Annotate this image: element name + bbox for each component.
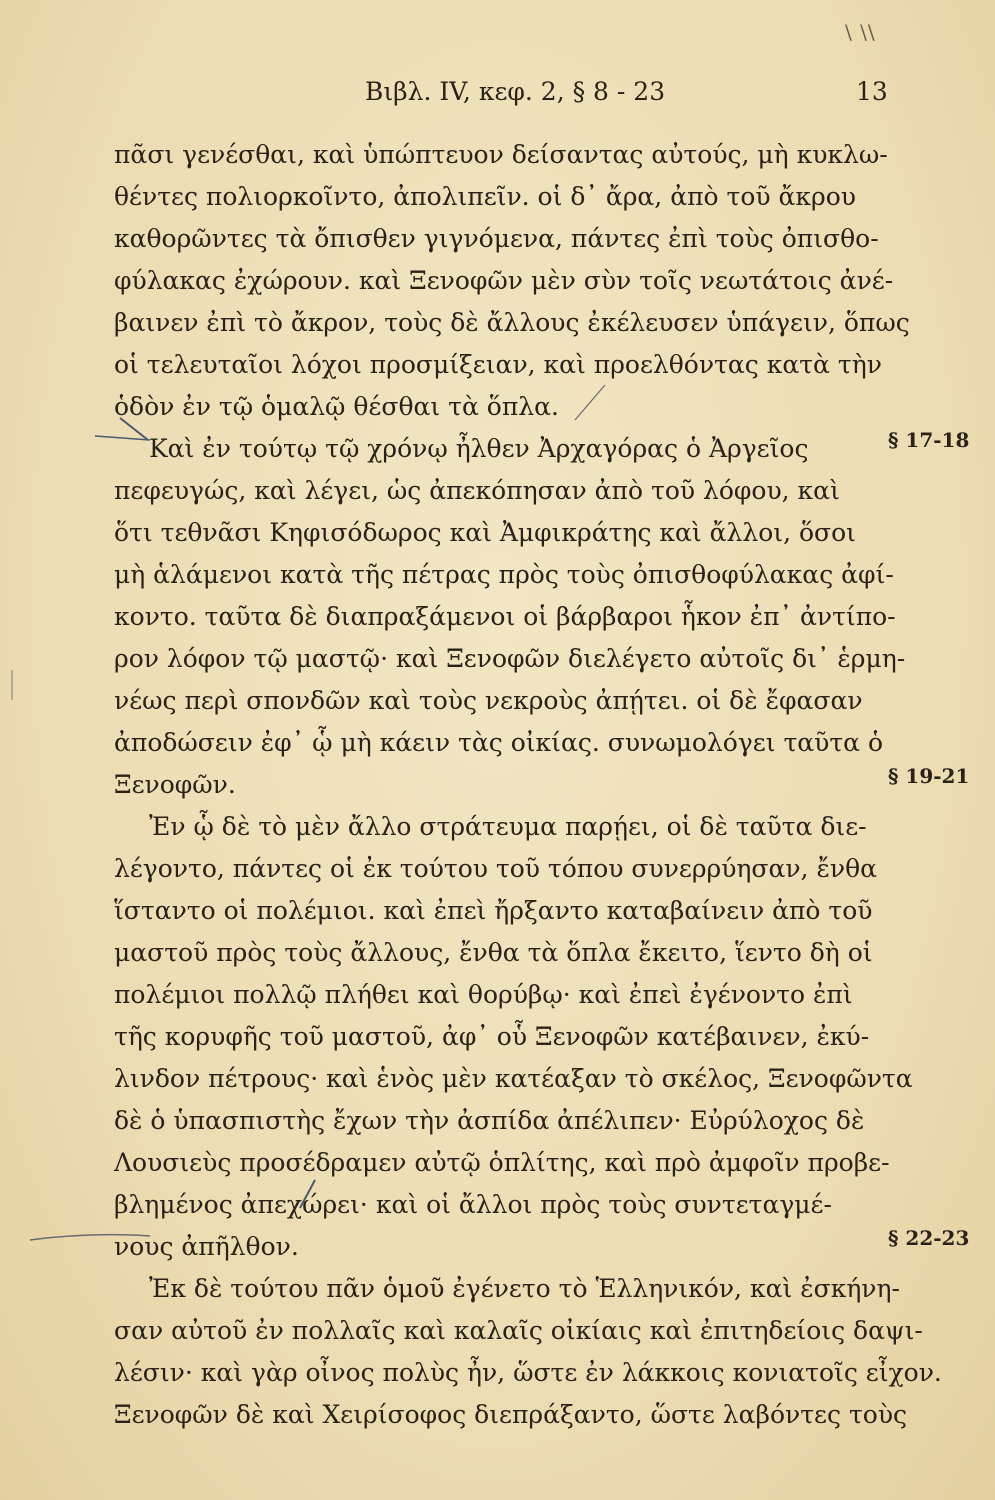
text-line: δὲ ὁ ὑπασπιστὴς ἔχων τὴν ἀσπίδα ἀπέλιπεν· Εὐρύλοχος δὲ <box>114 1106 865 1135</box>
text-line: βαινεν ἐπὶ τὸ ἄκρον, τοὺς δὲ ἄλλους ἐκέλευσεν ὑπάγειν, ὅπως <box>114 308 910 337</box>
corner-pencil-mark: \ \\ <box>845 20 876 44</box>
page-number: 13 <box>856 77 888 106</box>
text-line: καθορῶντες τὰ ὄπισθεν γιγνόμενα, πάντες ἐπὶ τοὺς ὀπισθο- <box>114 224 879 253</box>
text-line: Ξενοφῶν. <box>114 770 236 799</box>
text-line: ἀποδώσειν ἐφ᾽ ᾧ μὴ κάειν τὰς οἰκίας. συνωμολόγει ταῦτα ὁ <box>114 728 884 757</box>
header-title: Βιβλ. IV, κεφ. 2, § 8 - 23 <box>365 77 666 106</box>
text-line: Ξενοφῶν δὲ καὶ Χειρίσοφος διεπράξαντο, ὥστε λαβόντες τοὺς <box>114 1400 908 1429</box>
text-line: Λουσιεὺς προσέδραμεν αὐτῷ ὁπλίτης, καὶ πρὸ ἀμφοῖν προβε- <box>114 1148 890 1177</box>
text-line: πεφευγώς, καὶ λέγει, ὡς ἀπεκόπησαν ἀπὸ τοῦ λόφου, καὶ <box>114 476 840 505</box>
text-line: ρον λόφον τῷ μαστῷ· καὶ Ξενοφῶν διελέγετο αὐτοῖς δι᾽ ἑρμη- <box>114 644 906 673</box>
margin-note-section: § 22-23 <box>888 1226 970 1250</box>
text-line: νέως περὶ σπονδῶν καὶ τοὺς νεκροὺς ἀπῄτει. οἱ δὲ ἔφασαν <box>114 686 863 715</box>
margin-note-section: § 17-18 <box>888 428 970 452</box>
text-line: λινδον πέτρους· καὶ ἑνὸς μὲν κατέαξαν τὸ σκέλος, Ξενοφῶντα <box>114 1064 913 1093</box>
text-line: οἱ τελευταῖοι λόχοι προσμίξειαν, καὶ προελθόντας κατὰ τὴν <box>114 350 882 379</box>
text-line: ὅτι τεθνᾶσι Κηφισόδωρος καὶ Ἀμφικράτης καὶ ἄλλοι, ὅσοι <box>114 518 856 547</box>
text-line: πᾶσι γενέσθαι, καὶ ὑπώπτευον δείσαντας αὐτούς, μὴ κυκλω- <box>114 140 888 169</box>
text-line: μαστοῦ πρὸς τοὺς ἄλλους, ἔνθα τὰ ὅπλα ἔκειτο, ἵεντο δὴ οἱ <box>114 938 873 967</box>
text-line: ἵσταντο οἱ πολέμιοι. καὶ ἐπεὶ ἤρξαντο καταβαίνειν ἀπὸ τοῦ <box>114 896 873 925</box>
text-line: λέγοντο, πάντες οἱ ἐκ τούτου τοῦ τόπου συνερρύησαν, ἔνθα <box>114 854 878 883</box>
paragraph-start-line: Ἐν ᾧ δὲ τὸ μὲν ἄλλο στράτευμα παρῄει, οἱ δὲ ταῦτα διε- <box>149 812 867 841</box>
text-line: φύλακας ἐχώρουν. καὶ Ξενοφῶν μὲν σὺν τοῖς νεωτάτοις ἀνέ- <box>114 266 894 295</box>
text-line: μὴ ἁλάμενοι κατὰ τῆς πέτρας πρὸς τοὺς ὀπισθοφύλακας ἀφί- <box>114 560 894 589</box>
text-line: ὁδὸν ἐν τῷ ὁμαλῷ θέσθαι τὰ ὅπλα. <box>114 392 559 421</box>
text-line: σαν αὐτοῦ ἐν πολλαῖς καὶ καλαῖς οἰκίαις καὶ ἐπιτηδείοις δαψι- <box>114 1316 923 1345</box>
text-line: κοντο. ταῦτα δὲ διαπραξάμενοι οἱ βάρβαροι ἧκον ἐπ᾽ ἀντίπο- <box>114 602 896 631</box>
margin-note-section: § 19-21 <box>888 764 970 788</box>
text-line: νους ἀπῆλθον. <box>114 1232 299 1261</box>
text-line: τῆς κορυφῆς τοῦ μαστοῦ, ἀφ᾽ οὗ Ξενοφῶν κατέβαινεν, ἐκύ- <box>114 1022 870 1051</box>
text-line: βλημένος ἀπεχώρει· καὶ οἱ ἄλλοι πρὸς τοὺς συντεταγμέ- <box>114 1190 832 1219</box>
text-line: θέντες πολιορκοῖντο, ἀπολιπεῖν. οἱ δ᾽ ἄρα, ἀπὸ τοῦ ἄκρου <box>114 182 856 211</box>
text-line: λέσιν· καὶ γὰρ οἶνος πολὺς ἦν, ὥστε ἐν λάκκοις κονιατοῖς εἶχον. <box>114 1358 942 1387</box>
paragraph-start-line: Καὶ ἐν τούτῳ τῷ χρόνῳ ἦλθεν Ἀρχαγόρας ὁ Ἀργεῖος <box>149 434 809 463</box>
text-line: πολέμιοι πολλῷ πλήθει καὶ θορύβῳ· καὶ ἐπεὶ ἐγένοντο ἐπὶ <box>114 980 853 1009</box>
paragraph-start-line: Ἐκ δὲ τούτου πᾶν ὁμοῦ ἐγένετο τὸ Ἑλληνικόν, καὶ ἐσκήνη- <box>149 1274 900 1303</box>
